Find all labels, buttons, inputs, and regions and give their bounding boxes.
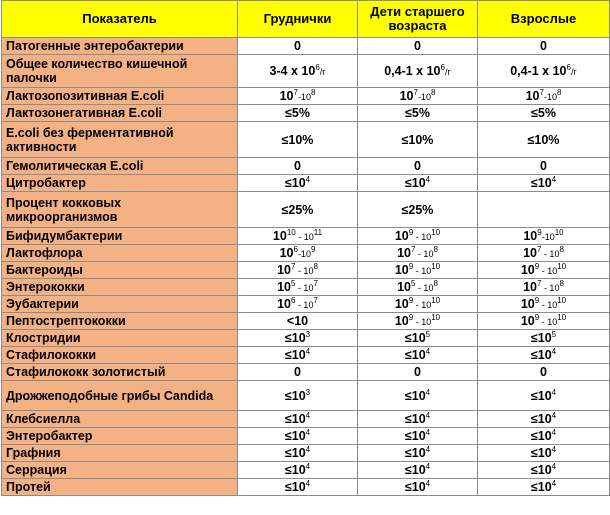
value-text: 10 xyxy=(279,245,294,260)
value-exponent-upper: 8 xyxy=(313,261,318,271)
value-text: ≤10 xyxy=(284,331,306,345)
value-text: ≤10 xyxy=(404,412,426,426)
value-adults xyxy=(478,175,610,192)
value-text: ≤10 xyxy=(530,480,552,494)
table-row xyxy=(2,330,610,347)
value-text: 10 xyxy=(520,262,535,277)
value-text: ≤10 xyxy=(284,176,306,190)
value-text: ≤10 xyxy=(404,331,426,345)
value-infants xyxy=(238,158,358,175)
value-adults xyxy=(478,330,610,347)
value-adults xyxy=(478,296,610,313)
table-row xyxy=(2,192,610,228)
value-infants xyxy=(238,38,358,55)
value-infants xyxy=(238,445,358,462)
table-row xyxy=(2,175,610,192)
value-exponent: 6 xyxy=(293,244,298,254)
value-infants xyxy=(238,279,358,296)
value-text: 10 xyxy=(394,296,409,311)
value-range-tail: -10 xyxy=(417,91,431,102)
table-row xyxy=(2,479,610,496)
value-range-tail: - 10 xyxy=(413,316,432,327)
header-indicator: Показатель xyxy=(2,1,238,38)
value-older-children xyxy=(358,158,478,175)
table-row xyxy=(2,105,610,122)
indicator-name: Клостридии xyxy=(2,330,238,347)
value-older-children xyxy=(358,122,478,158)
value-text: ≤5% xyxy=(531,106,556,120)
value-range-tail: - 10 xyxy=(539,299,558,310)
value-exponent-upper: 10 xyxy=(557,312,567,322)
value-exponent: 7 xyxy=(536,278,542,288)
value-adults xyxy=(478,192,610,228)
value-text: ≤10 xyxy=(530,331,552,345)
value-exponent: 9 xyxy=(537,227,542,237)
value-older-children xyxy=(358,192,478,228)
value-range-tail: - 10 xyxy=(415,282,434,293)
table-row xyxy=(2,347,610,364)
indicator-name: Процент кокковых микроорганизмов xyxy=(2,192,238,228)
value-older-children xyxy=(358,88,478,105)
table-row xyxy=(2,428,610,445)
value-exponent-upper: 8 xyxy=(556,87,562,97)
value-text: ≤10 xyxy=(404,388,426,403)
value-text: 0 xyxy=(540,159,547,173)
value-text: ≤10 xyxy=(404,176,426,190)
header-older-children: Дети старшего возраста xyxy=(358,1,478,38)
header-adults: Взрослые xyxy=(478,1,610,38)
value-exponent: 4 xyxy=(305,411,311,420)
value-adults xyxy=(478,245,610,262)
value-exponent-upper: 10 xyxy=(431,227,441,237)
indicator-name: Клебсиелла xyxy=(2,411,238,428)
value-exponent-upper: 8 xyxy=(559,278,564,288)
value-adults xyxy=(478,381,610,411)
value-exponent: 4 xyxy=(305,445,311,454)
value-exponent-upper: 9 xyxy=(310,244,316,254)
value-text: ≤25% xyxy=(281,202,314,217)
value-text: 0 xyxy=(540,365,547,379)
value-adults xyxy=(478,262,610,279)
indicator-name: Цитробактер xyxy=(2,175,238,192)
value-text: ≤25% xyxy=(401,202,434,217)
value-exponent: 5 xyxy=(410,278,416,288)
value-range-tail: - 10 xyxy=(539,316,558,327)
value-exponent: 4 xyxy=(551,175,557,184)
value-infants xyxy=(238,175,358,192)
value-range-tail: - 10 xyxy=(539,265,558,276)
value-older-children xyxy=(358,364,478,381)
value-exponent-upper: 10 xyxy=(554,227,564,237)
value-range-tail: - 10 xyxy=(541,248,560,259)
header-row xyxy=(2,1,610,38)
value-adults xyxy=(478,55,610,88)
value-adults xyxy=(478,122,610,158)
value-text: 10 xyxy=(523,279,537,294)
indicator-name: Серрация xyxy=(2,462,238,479)
value-infants xyxy=(238,381,358,411)
indicator-name: Гемолитическая E.coli xyxy=(2,158,238,175)
table-header xyxy=(2,1,610,38)
indicator-name: Лактозонегативная E.coli xyxy=(2,105,238,122)
value-older-children xyxy=(358,313,478,330)
table-row xyxy=(2,228,610,245)
value-exponent: 4 xyxy=(305,479,311,488)
table-body xyxy=(2,38,610,496)
value-text: 0 xyxy=(414,365,421,379)
value-text: 10 xyxy=(277,279,291,294)
value-infants xyxy=(238,479,358,496)
value-text: ≤10 xyxy=(404,429,426,443)
value-adults xyxy=(478,428,610,445)
value-older-children xyxy=(358,245,478,262)
indicator-name: Лактофлора xyxy=(2,245,238,262)
value-adults xyxy=(478,411,610,428)
value-range-tail: - 10 xyxy=(295,265,314,276)
value-text: ≤10 xyxy=(284,348,306,362)
value-older-children xyxy=(358,262,478,279)
value-text: ≤10 xyxy=(284,412,306,426)
value-exponent: 6 xyxy=(566,62,571,72)
value-range-tail: - 10 xyxy=(413,265,432,276)
value-text: ≤5% xyxy=(285,106,310,120)
value-adults xyxy=(478,347,610,364)
value-exponent-upper: 11 xyxy=(313,227,323,237)
value-exponent: 9 xyxy=(408,261,414,271)
value-text: <10 xyxy=(286,314,309,328)
value-exponent-upper: 10 xyxy=(431,295,441,305)
value-exponent: 7 xyxy=(293,87,298,97)
value-text: 10 xyxy=(279,88,294,103)
value-adults xyxy=(478,479,610,496)
value-exponent: 9 xyxy=(534,261,540,271)
value-older-children xyxy=(358,445,478,462)
value-infants xyxy=(238,296,358,313)
value-infants xyxy=(238,105,358,122)
value-text: 10 xyxy=(523,228,538,243)
value-adults xyxy=(478,228,610,245)
value-text: 10 xyxy=(277,262,291,277)
value-text: 10 xyxy=(277,296,291,311)
value-exponent: 9 xyxy=(534,295,540,305)
value-text: 0,4-1 x 10 xyxy=(510,63,567,78)
indicator-name: Бактероиды xyxy=(2,262,238,279)
value-exponent: 7 xyxy=(413,87,418,97)
table-row xyxy=(2,445,610,462)
value-text: ≤10 xyxy=(530,463,552,477)
value-exponent-upper: 10 xyxy=(431,261,441,271)
value-older-children xyxy=(358,228,478,245)
value-exponent-upper: 8 xyxy=(433,244,438,254)
value-infants xyxy=(238,411,358,428)
value-infants xyxy=(238,330,358,347)
table-row xyxy=(2,313,610,330)
value-range-tail: -10 xyxy=(543,91,557,102)
value-older-children xyxy=(358,462,478,479)
indicator-name: Протей xyxy=(2,479,238,496)
value-text: 10 xyxy=(525,88,540,103)
value-text: 10 xyxy=(397,279,411,294)
value-text: 0 xyxy=(414,159,421,173)
value-infants xyxy=(238,313,358,330)
indicator-name: Стафилококки xyxy=(2,347,238,364)
value-text: ≤10% xyxy=(401,132,434,147)
value-infants xyxy=(238,245,358,262)
value-exponent-upper: 7 xyxy=(313,295,318,305)
value-text: ≤10% xyxy=(527,132,560,147)
value-exponent-upper: 8 xyxy=(430,87,436,97)
value-text: ≤10 xyxy=(530,388,552,403)
value-exponent: 4 xyxy=(425,387,431,397)
value-exponent: 4 xyxy=(425,462,431,471)
value-text: ≤10 xyxy=(530,429,552,443)
value-exponent: 7 xyxy=(290,261,296,271)
value-range-tail: - 10 xyxy=(295,231,314,242)
value-range-tail: - 10 xyxy=(413,231,432,242)
value-text: 0 xyxy=(294,365,301,379)
indicator-name: Стафилококк золотистый xyxy=(2,364,238,381)
indicator-name: Бифидумбактерии xyxy=(2,228,238,245)
value-exponent-upper: 8 xyxy=(433,278,438,288)
value-adults xyxy=(478,105,610,122)
indicator-name: Общее количество кишечной палочки xyxy=(2,55,238,88)
value-range-tail: /г xyxy=(570,66,577,77)
value-exponent: 4 xyxy=(425,411,431,420)
value-infants xyxy=(238,55,358,88)
value-range-tail: /г xyxy=(444,66,451,77)
value-text: ≤10% xyxy=(281,132,314,147)
value-exponent-upper: 7 xyxy=(313,278,318,288)
value-older-children xyxy=(358,347,478,364)
value-text: ≤5% xyxy=(405,106,430,120)
table-row xyxy=(2,55,610,88)
table-row xyxy=(2,158,610,175)
value-exponent: 4 xyxy=(551,387,557,397)
value-text: ≤10 xyxy=(404,446,426,460)
value-adults xyxy=(478,364,610,381)
value-older-children xyxy=(358,479,478,496)
indicator-name: Патогенные энтеробактерии xyxy=(2,38,238,55)
value-exponent: 4 xyxy=(551,462,557,471)
value-text: 3-4 x 10 xyxy=(269,63,316,78)
value-text: 0 xyxy=(414,39,421,53)
value-text: ≤10 xyxy=(284,463,306,477)
value-exponent: 4 xyxy=(551,411,557,420)
value-text: ≤10 xyxy=(404,480,426,494)
value-infants xyxy=(238,228,358,245)
value-range-tail: -10 xyxy=(297,91,311,102)
indicator-name: E.coli без ферментативной активности xyxy=(2,122,238,158)
value-older-children xyxy=(358,279,478,296)
value-range-tail: -10 xyxy=(297,248,311,259)
value-text: ≤10 xyxy=(530,412,552,426)
value-exponent-upper: 10 xyxy=(557,261,567,271)
value-text: 10 xyxy=(397,245,411,260)
value-range-tail: /г xyxy=(319,66,326,77)
value-infants xyxy=(238,347,358,364)
value-adults xyxy=(478,158,610,175)
value-text: ≤10 xyxy=(530,446,552,460)
value-text: 10 xyxy=(520,296,535,311)
value-exponent: 4 xyxy=(425,445,431,454)
table-row xyxy=(2,364,610,381)
value-text: 0 xyxy=(294,39,301,53)
value-exponent: 3 xyxy=(305,330,311,339)
value-exponent: 6 xyxy=(440,62,445,72)
value-older-children xyxy=(358,175,478,192)
table-row xyxy=(2,279,610,296)
indicator-name: Эубактерии xyxy=(2,296,238,313)
value-range-tail: - 10 xyxy=(541,282,560,293)
value-text: 10 xyxy=(394,228,409,243)
value-text: 10 xyxy=(399,88,414,103)
value-adults xyxy=(478,313,610,330)
value-infants xyxy=(238,262,358,279)
value-exponent: 7 xyxy=(536,244,542,254)
value-text: 10 xyxy=(272,228,287,243)
value-exponent: 4 xyxy=(551,445,557,454)
table-row xyxy=(2,38,610,55)
value-text: ≤10 xyxy=(404,463,426,477)
table-row xyxy=(2,245,610,262)
value-range-tail: - 10 xyxy=(415,248,434,259)
value-range-tail: - 10 xyxy=(295,299,314,310)
value-exponent-upper: 10 xyxy=(431,312,441,322)
value-infants xyxy=(238,192,358,228)
value-text: ≤10 xyxy=(404,348,426,362)
value-older-children xyxy=(358,38,478,55)
value-exponent: 5 xyxy=(425,330,431,339)
value-range-tail: - 10 xyxy=(413,299,432,310)
indicator-name: Лактозопозитивная E.coli xyxy=(2,88,238,105)
value-text: 10 xyxy=(394,313,409,328)
value-older-children xyxy=(358,105,478,122)
table-row xyxy=(2,262,610,279)
value-adults xyxy=(478,38,610,55)
value-text: ≤10 xyxy=(284,446,306,460)
indicator-name: Энтерококки xyxy=(2,279,238,296)
value-older-children xyxy=(358,296,478,313)
indicator-name: Энтеробактер xyxy=(2,428,238,445)
value-exponent: 6 xyxy=(315,62,320,72)
value-text: 0 xyxy=(294,159,301,173)
table-row xyxy=(2,296,610,313)
header-infants: Груднички xyxy=(238,1,358,38)
value-exponent: 4 xyxy=(305,462,311,471)
value-infants xyxy=(238,428,358,445)
value-exponent-upper: 8 xyxy=(559,244,564,254)
table-row xyxy=(2,462,610,479)
table-row xyxy=(2,88,610,105)
value-exponent: 6 xyxy=(290,295,296,305)
value-adults xyxy=(478,445,610,462)
value-exponent: 4 xyxy=(425,347,431,356)
table-row xyxy=(2,411,610,428)
value-older-children xyxy=(358,428,478,445)
value-exponent-upper: 10 xyxy=(557,295,567,305)
value-exponent: 5 xyxy=(551,330,557,339)
value-older-children xyxy=(358,55,478,88)
value-exponent: 7 xyxy=(539,87,544,97)
value-exponent: 4 xyxy=(425,428,431,437)
value-exponent: 4 xyxy=(551,428,557,437)
value-exponent: 4 xyxy=(305,175,311,184)
value-exponent: 4 xyxy=(551,479,557,488)
value-text: ≤10 xyxy=(284,388,306,403)
value-exponent: 4 xyxy=(305,347,311,356)
value-range-tail: -10 xyxy=(541,231,555,242)
table-row xyxy=(2,122,610,158)
value-adults xyxy=(478,88,610,105)
value-exponent: 4 xyxy=(425,175,431,184)
value-older-children xyxy=(358,381,478,411)
indicator-name: Графния xyxy=(2,445,238,462)
value-text: 0 xyxy=(540,39,547,53)
value-infants xyxy=(238,88,358,105)
value-exponent: 3 xyxy=(305,387,311,397)
value-text: ≤10 xyxy=(530,176,552,190)
value-exponent: 4 xyxy=(425,479,431,488)
value-exponent: 4 xyxy=(305,428,311,437)
value-adults xyxy=(478,279,610,296)
value-infants xyxy=(238,122,358,158)
value-exponent: 7 xyxy=(410,244,416,254)
indicator-name: Дрожжеподобные грибы Candida xyxy=(2,381,238,411)
value-text: 0,4-1 x 10 xyxy=(384,63,441,78)
value-exponent: 4 xyxy=(551,347,557,356)
value-adults xyxy=(478,462,610,479)
value-text: 10 xyxy=(394,262,409,277)
value-exponent: 9 xyxy=(408,227,414,237)
value-exponent: 9 xyxy=(408,295,414,305)
value-exponent: 9 xyxy=(534,312,540,322)
value-infants xyxy=(238,462,358,479)
table-row xyxy=(2,381,610,411)
value-text: ≤10 xyxy=(530,348,552,362)
value-range-tail: - 10 xyxy=(295,282,314,293)
microflora-norms-table xyxy=(1,0,610,496)
indicator-name: Пептострептококки xyxy=(2,313,238,330)
value-text: ≤10 xyxy=(284,429,306,443)
value-exponent-upper: 8 xyxy=(310,87,316,97)
value-text: 10 xyxy=(520,313,535,328)
value-older-children xyxy=(358,411,478,428)
value-infants xyxy=(238,364,358,381)
value-text: 10 xyxy=(523,245,537,260)
value-text: ≤10 xyxy=(284,480,306,494)
value-exponent: 5 xyxy=(290,278,296,288)
value-exponent: 9 xyxy=(408,312,414,322)
value-older-children xyxy=(358,330,478,347)
value-exponent: 10 xyxy=(286,227,296,237)
